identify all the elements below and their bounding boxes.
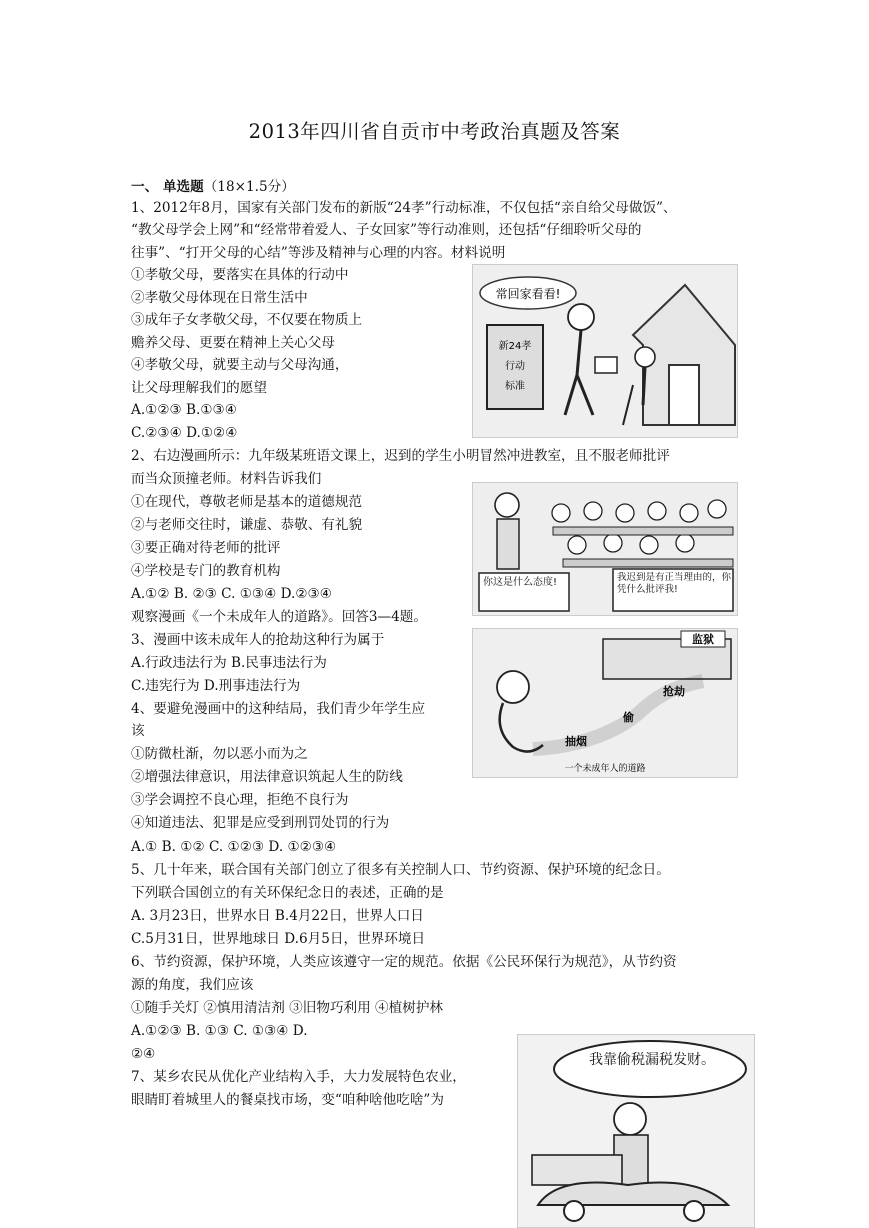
text-line: A. 3月23日，世界水日 B.4月22日，世界人口日 — [131, 908, 424, 924]
cartoon2-teacher-bubble: 你这是什么态度! — [483, 577, 558, 588]
classroom-cartoon — [472, 482, 738, 616]
text-line: 眼睛盯着城里人的餐桌找市场，变“咱种啥他吃啥”为 — [131, 1092, 444, 1108]
cartoon1-book-line1: 新24孝 — [498, 341, 532, 352]
cartoon3-path-steal: 偷 — [623, 711, 634, 724]
text-line: 6、节约资源，保护环境，人类应该遵守一定的规范。依据《公民环保行为规范》，从节约资 — [131, 954, 677, 970]
text-line: 5、几十年来，联合国有关部门创立了很多有关控制人口、节约资源、保护环境的纪念日。 — [131, 862, 670, 878]
text-line: ②④ — [131, 1046, 156, 1062]
text-line: ③学会调控不良心理，拒绝不良行为 — [131, 792, 349, 808]
text-line: 往事”、“打开父母的心结”等涉及精神与心理的内容。材料说明 — [131, 245, 506, 261]
text-line: 该 — [131, 723, 145, 739]
cartoon1-sign: 常回家看看! — [495, 287, 561, 301]
text-line: ②孝敬父母体现在日常生活中 — [131, 290, 308, 306]
text-line: 而当众顶撞老师。材料告诉我们 — [131, 471, 322, 487]
cartoon4-bubble: 我靠偷税漏税发财。 — [589, 1052, 715, 1068]
text-line: 3、漫画中该未成年人的抢劫这种行为属于 — [131, 632, 385, 648]
text-line: ④学校是专门的教育机构 — [131, 563, 281, 579]
text-line: 观察漫画《一个未成年人的道路》。回答3—4题。 — [131, 609, 427, 625]
text-line: C.违宪行为 D.刑事违法行为 — [131, 678, 301, 694]
text-line: 7、某乡农民从优化产业结构入手，大力发展特色农业， — [131, 1069, 466, 1085]
text-line: 让父母理解我们的愿望 — [131, 380, 267, 396]
text-line: ④知道违法、犯罪是应受到刑罚处罚的行为 — [131, 815, 390, 831]
minor-path-cartoon — [472, 628, 738, 778]
text-line: ③要正确对待老师的批评 — [131, 540, 281, 556]
text-line: 下列联合国创立的有关环保纪念日的表述，正确的是 — [131, 885, 444, 901]
cartoon2-student-bubble: 我迟到是有正当理由的，你凭什么批评我! — [617, 572, 731, 595]
text-line: C.5月31日，世界地球日 D.6月5日，世界环境日 — [131, 931, 426, 947]
section-heading-row — [131, 177, 295, 197]
text-line: ②增强法律意识，用法律意识筑起人生的防线 — [131, 769, 403, 785]
filial-piety-cartoon — [472, 264, 738, 438]
text-line: A.① B. ①② C. ①②③ D. ①②③④ — [131, 839, 337, 855]
text-line: “教父母学会上网”和“经常带着爱人、子女回家”等行动准则，还包括“仔细聆听父母的 — [131, 222, 642, 238]
text-line: 源的角度，我们应该 — [131, 977, 254, 993]
cartoon3-path-smoke: 抽烟 — [565, 735, 587, 748]
section-heading: 一、 单选题 — [131, 179, 204, 195]
tax-evasion-cartoon — [517, 1034, 755, 1228]
text-line: ①在现代，尊敬老师是基本的道德规范 — [131, 494, 363, 510]
text-line: 赡养父母、更要在精神上关心父母 — [131, 335, 335, 351]
cartoon1-book-line2: 行动 — [505, 361, 525, 372]
text-line: A.①②③ B. ①③ C. ①③④ D. — [131, 1023, 308, 1039]
text-line: C.②③④ D.①②④ — [131, 425, 238, 441]
text-line: ①随手关灯 ②慎用清洁剂 ③旧物巧利用 ④植树护林 — [131, 1000, 444, 1016]
text-line: A.行政违法行为 B.民事违法行为 — [131, 655, 327, 671]
text-line: ①孝敬父母，要落实在具体的行动中 — [131, 267, 349, 283]
cartoon3-caption: 一个未成年人的道路 — [564, 764, 646, 774]
text-line: 2、右边漫画所示：九年级某班语文课上，迟到的学生小明冒然冲进教室，且不服老师批评 — [131, 448, 670, 464]
cartoon3-prison-sign: 监狱 — [692, 633, 714, 646]
section-score: （18×1.5分） — [203, 179, 295, 195]
text-line: ②与老师交往时，谦虚、恭敬、有礼貌 — [131, 517, 363, 533]
page-title: 2013年四川省自贡市中考政治真题及答案 — [248, 120, 621, 143]
text-line: A.①②③ B.①③④ — [131, 402, 237, 418]
cartoon3-path-rob: 抢劫 — [663, 685, 685, 698]
text-line: A.①② B. ②③ C. ①③④ D.②③④ — [131, 586, 332, 602]
text-line: ③成年子女孝敬父母，不仅要在物质上 — [131, 312, 363, 328]
text-line: ①防微杜渐，勿以恶小而为之 — [131, 746, 308, 762]
text-line: 4、要避免漫画中的这种结局，我们青少年学生应 — [131, 701, 426, 717]
cartoon1-book-line3: 标准 — [505, 381, 525, 392]
text-line: ④孝敬父母，就要主动与父母沟通， — [131, 357, 349, 373]
text-line: 1、2012年8月，国家有关部门发布的新版“24孝”行动标准，不仅包括“亲自给父母做饭”、 — [131, 200, 677, 216]
